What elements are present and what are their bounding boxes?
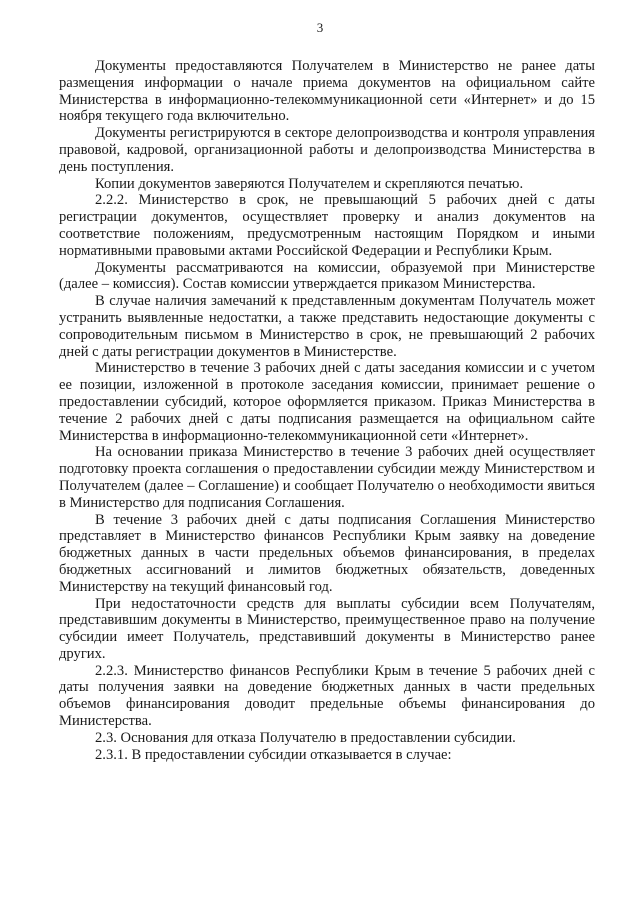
paragraph-budget-request: В течение 3 рабочих дней с даты подписания Соглашения Министерство представляет в Министерство финансов Республики Крым заявку на доведение бюджетных данных в части предельных объемов финансирования, в пределах бюджетных ассигнований и лимитов бюджетных обязательств, доведенных Министерству на текущий финансовый год. bbox=[59, 511, 595, 595]
paragraph-agreement-draft: На основании приказа Министерство в течение 3 рабочих дней осуществляет подготовку проекта соглашения о предоставлении субсидии между Министерством и Получателем (далее – Соглашение) и сообщает Получателю о необходимости явиться в Министерство для подписания Соглашения. bbox=[59, 444, 595, 511]
paragraph-remarks: В случае наличия замечаний к представленным документам Получатель может устранить выявленные недостатки, а также представить недостающие документы с сопроводительным письмом в Министерство в срок, не превышающий 2 рабочих дней с даты регистрации документов в Министерстве. bbox=[59, 293, 595, 360]
paragraph-2-3: 2.3. Основания для отказа Получателю в предоставлении субсидии. bbox=[95, 729, 516, 746]
paragraph-commission: Документы рассматриваются на комиссии, образуемой при Министерстве (далее – комиссия). Состав комиссии утверждается приказом Министерства. bbox=[59, 259, 595, 293]
page-number: 3 bbox=[316, 20, 324, 35]
paragraph-copies-certified: Копии документов заверяются Получателем и скрепляются печатью. bbox=[95, 175, 524, 192]
paragraph-2-2-2: 2.2.2. Министерство в срок, не превышающий 5 рабочих дней с даты регистрации документов, осуществляет проверку и анализ документов на соответствие положениям, предусмотренным настоящим Порядком и иными нормативными правовыми актами Российской Федерации и Республики Крым. bbox=[59, 192, 595, 259]
paragraph-2-2-3: 2.2.3. Министерство финансов Республики Крым в течение 5 рабочих дней с даты получения заявки на доведение бюджетных данных в части предельных объемов финансирования доводит предельные объемы финансирования до Министерства. bbox=[59, 662, 595, 730]
paragraph-documents-registration: Документы регистрируются в секторе делопроизводства и контроля управления правовой, кадровой, организационной работы и делопроизводства Министерства в день поступления. bbox=[59, 125, 595, 175]
paragraph-insufficient-funds: При недостаточности средств для выплаты субсидии всем Получателям, представившим документы в Министерство, преимущественное право на получение субсидии имеет Получатель, представивший документы в Министерство ранее других. bbox=[59, 595, 595, 662]
paragraph-2-3-1: 2.3.1. В предоставлении субсидии отказывается в случае: bbox=[95, 746, 452, 763]
paragraph-documents-submission: Документы предоставляются Получателем в Министерство не ранее даты размещения информации о начале приема документов на официальном сайте Министерства в информационно-телекоммуникационной сети «Интернет» и до 15 ноября текущего года включительно. bbox=[59, 58, 595, 125]
document-body bbox=[59, 58, 595, 763]
paragraph-decision: Министерство в течение 3 рабочих дней с даты заседания комиссии и с учетом ее позиции, изложенной в протоколе заседания комиссии, принимает решение о предоставлении субсидий, которое оформляется приказом. Приказ Министерства в течение 2 рабочих дней с даты подписания размещается на официальном сайте Министерства в информационно-телекоммуникационной сети «Интернет». bbox=[59, 360, 595, 444]
